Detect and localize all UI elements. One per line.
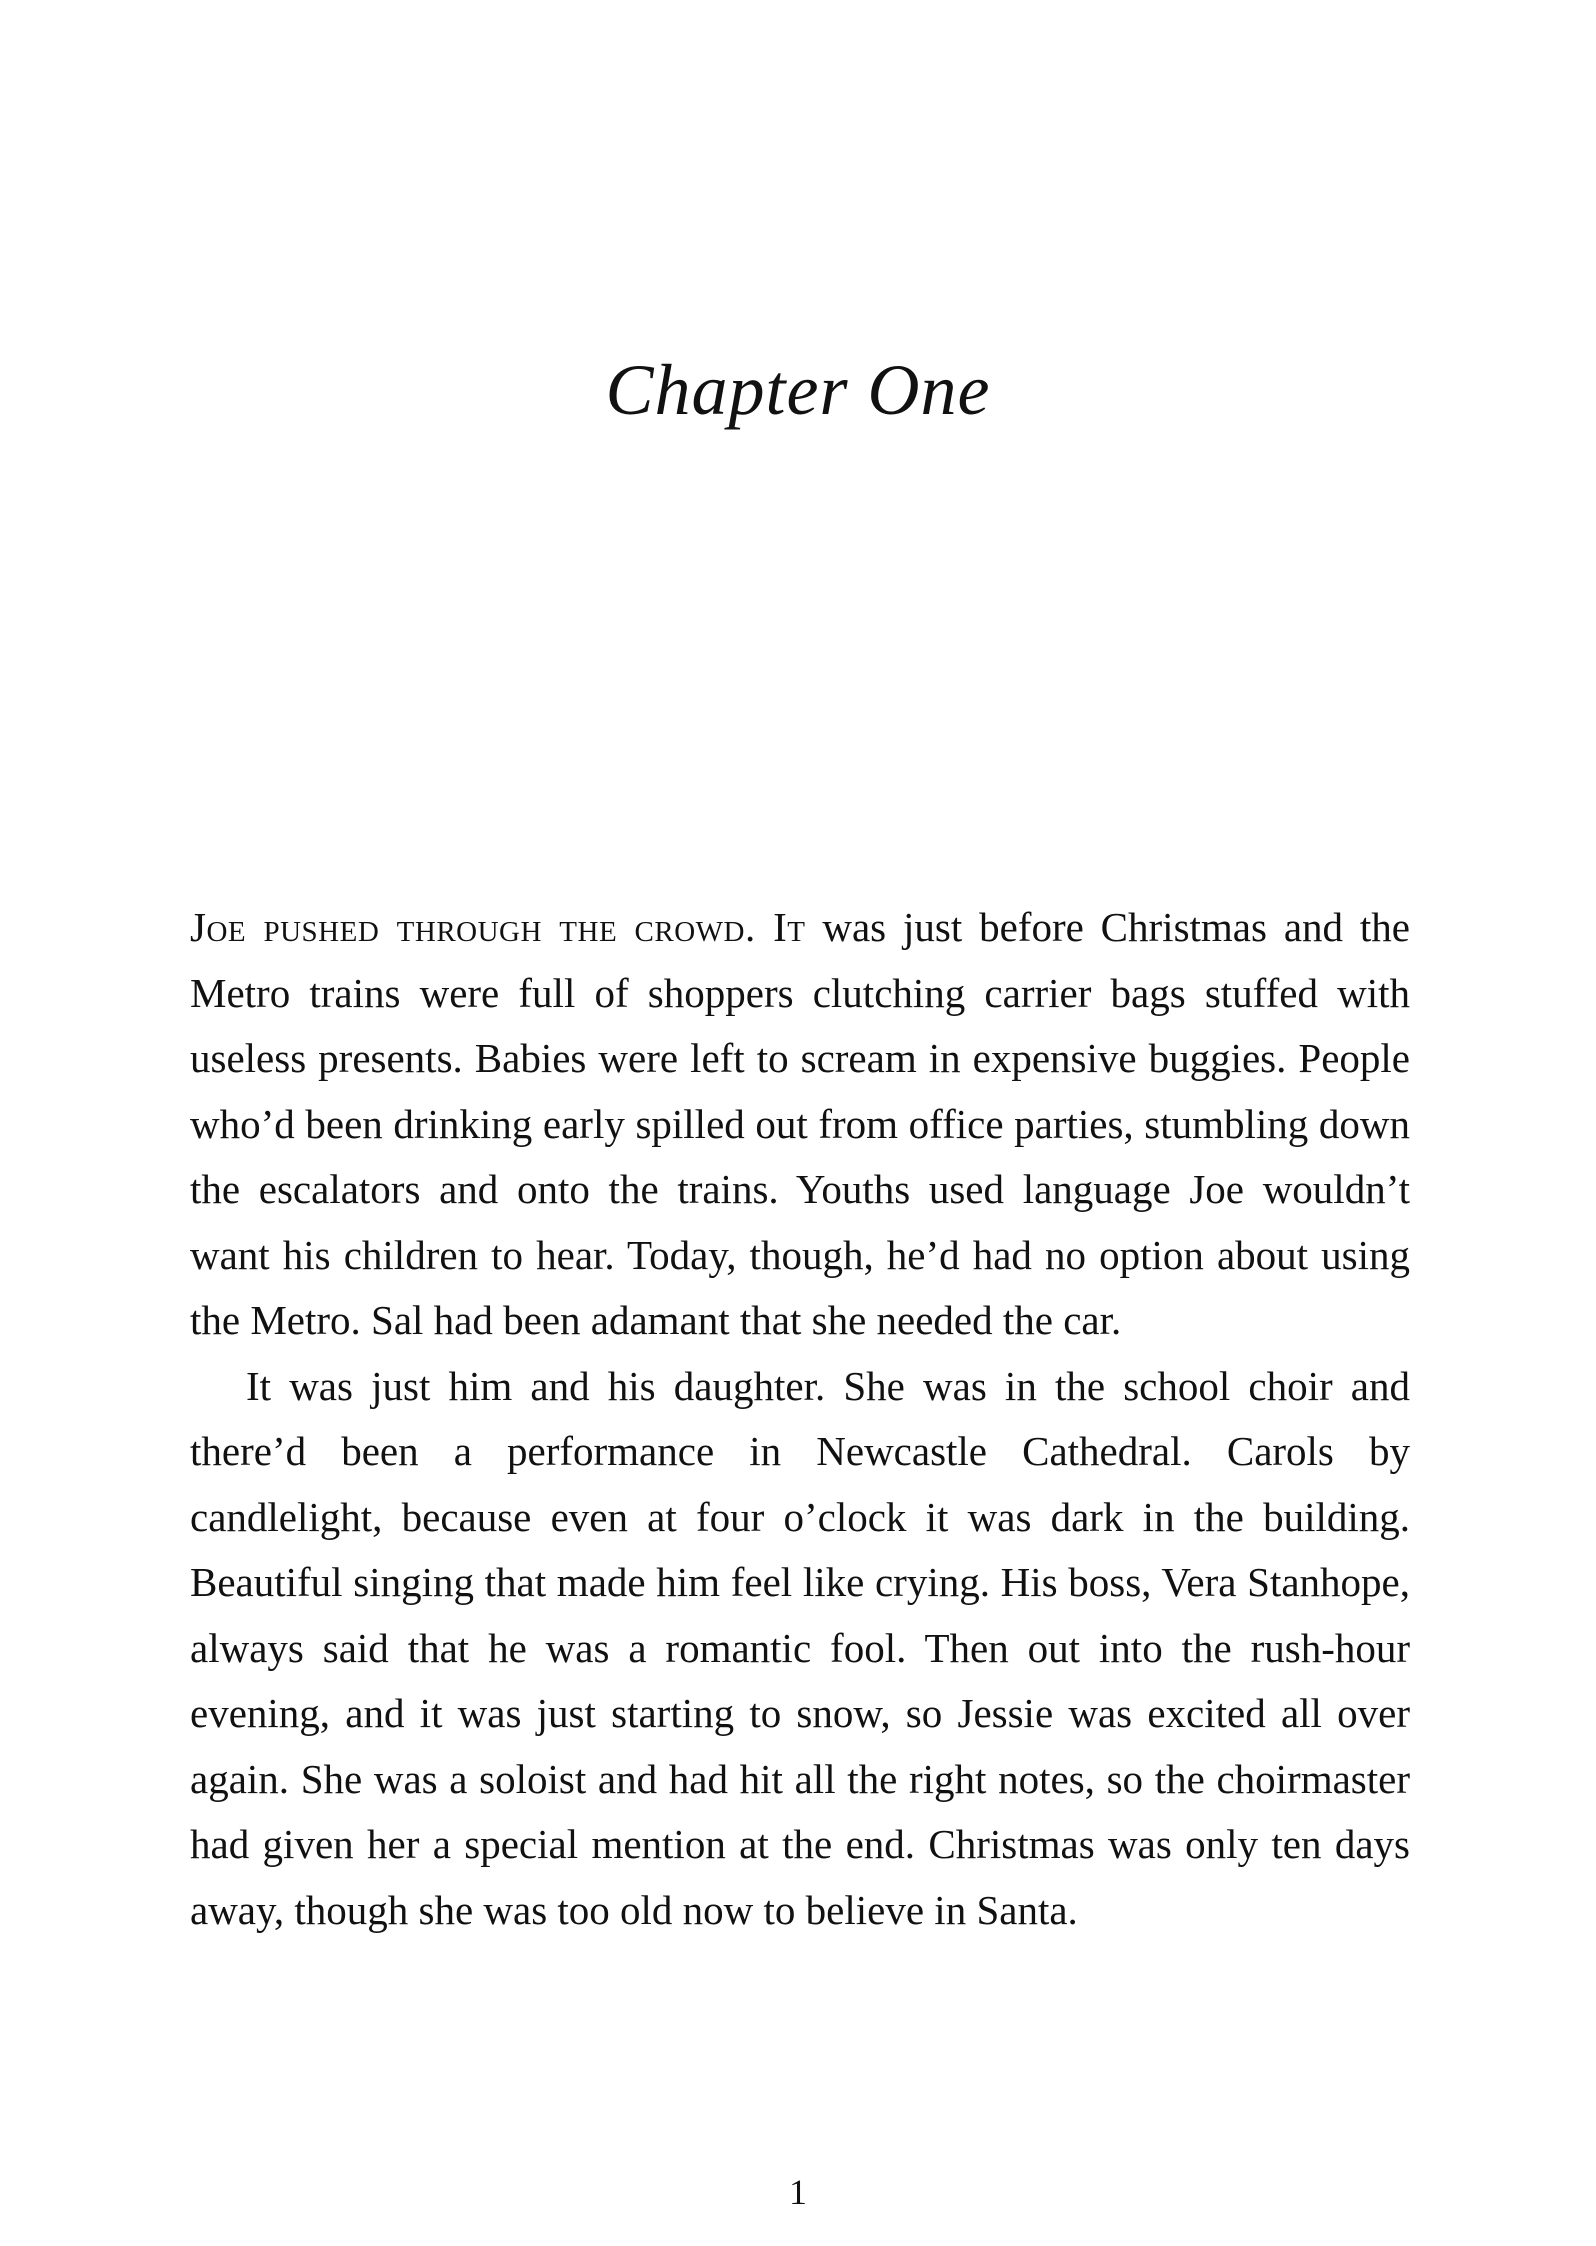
paragraph-1-text: was just before Christmas and the Metro trains were full of shoppers clutching carrier bags stuffed with useless presents. Babies were left to scream in expensive buggies. People who’d been drinking early spilled out from office parties, stumbling down the escalators and onto the trains. Youths used language Joe wouldn’t want his children to hear. Today, though, he’d had no option about using the Metro. Sal had been adamant that she needed the car. <box>190 904 1410 1343</box>
paragraph-1-lead-in: Joe pushed through the crowd. It <box>190 904 806 950</box>
paragraph-2: It was just him and his daughter. She was in the school choir and there’d been a performance in Newcastle Cathedral. Carols by candlelight, because even at four o’clock it was dark in the building. Beautiful singing that made him feel like crying. His boss, Vera Stanhope, always said that he was a romantic fool. Then out into the rush-hour evening, and it was just starting to snow, so Jessie was excited all over again. She was a soloist and had hit all the right notes, so the choirmaster had given her a special mention at the end. Christmas was only ten days away, though she was too old now to believe in Santa. <box>190 1362 1410 1933</box>
chapter-body <box>190 895 1410 1943</box>
page-number: 1 <box>789 2172 807 2212</box>
chapter-title: Chapter One <box>605 350 991 430</box>
paragraph-1 <box>190 895 1410 1354</box>
